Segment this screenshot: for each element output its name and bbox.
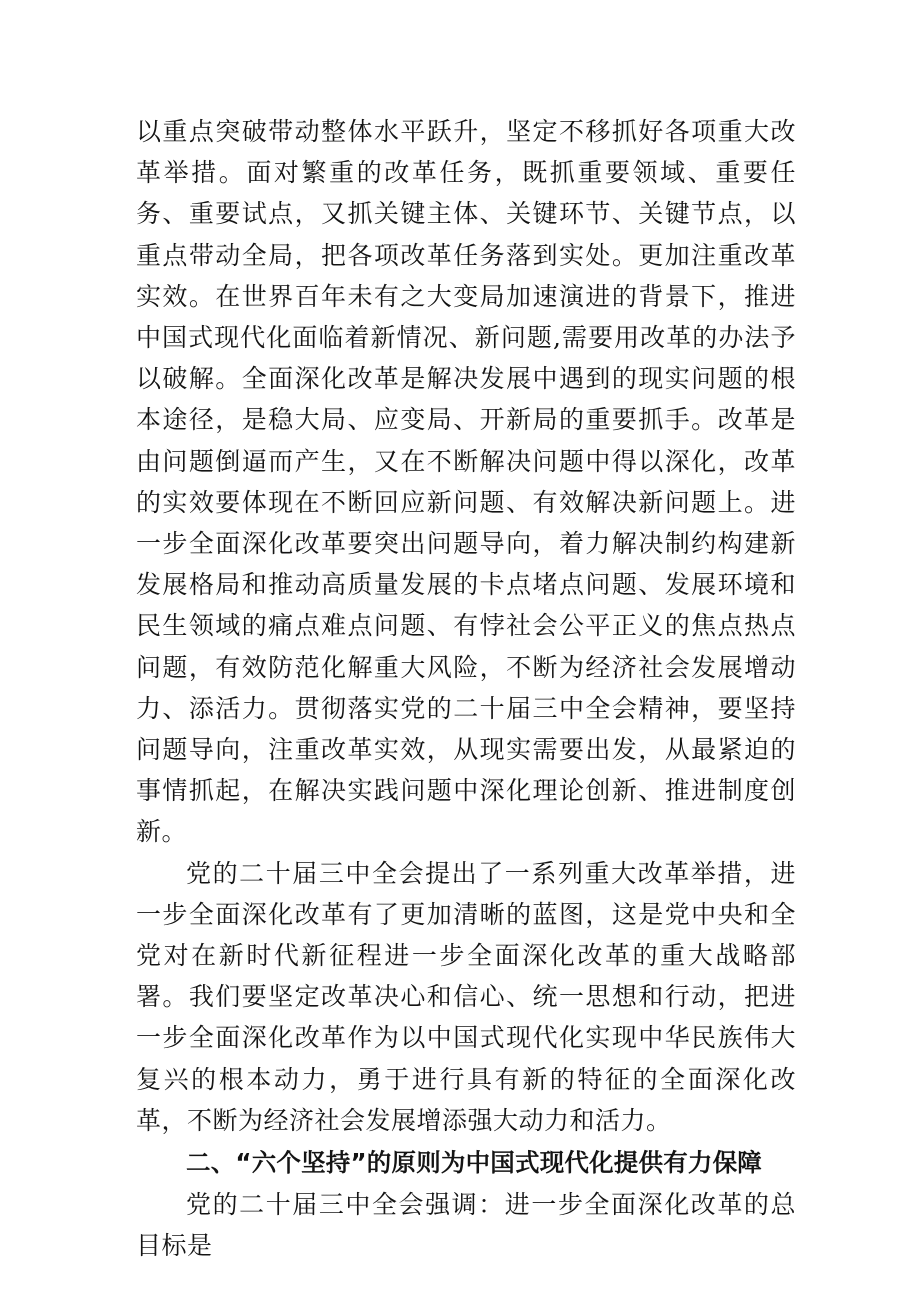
document-page (136, 111, 796, 1266)
body-paragraph-1: 以重点突破带动整体水平跃升，坚定不移抓好各项重大改革举措。面对繁重的改革任务，既抓重要领域、重要任务、重要试点，又抓关键主体、关键环节、关键节点，以重点带动全局，把各项改革任务落到实处。更加注重改革实效。在世界百年未有之大变局加速演进的背景下，推进中国式现代化面临着新情况、新问题,需要用改革的办法予以破解。全面深化改革是解决发展中遇到的现实问题的根本途径，是稳大局、应变局、开新局的重要抓手。改革是由问题倒逼而产生，又在不断解决问题中得以深化，改革的实效要体现在不断回应新问题、有效解决新问题上。进一步全面深化改革要突出问题导向，着力解决制约构建新发展格局和推动高质量发展的卡点堵点问题、发展环境和民生领域的痛点难点问题、有悖社会公平正义的焦点热点问题，有效防范化解重大风险，不断为经济社会发展增动力、添活力。贯彻落实党的二十届三中全会精神，要坚持问题导向，注重改革实效，从现实需要出发，从最紧迫的事情抓起，在解决实践问题中深化理论创新、推进制度创新。 (136, 117, 796, 847)
body-paragraph-3: 党的二十届三中全会强调：进一步全面深化改革的总目标是 (136, 1190, 796, 1261)
body-paragraph-2: 党的二十届三中全会提出了一系列重大改革举措，进一步全面深化改革有了更加清晰的蓝图，这是党中央和全党对在新时代新征程进一步全面深化改革的重大战略部署。我们要坚定改革决心和信心、统一思想和行动，把进一步全面深化改革作为以中国式现代化实现中华民族伟大复兴的根本动力，勇于进行具有新的特征的全面深化改革，不断为经济社会发展增添强大动力和活力。 (136, 858, 796, 1135)
section-heading: 二、“六个坚持”的原则为中国式现代化提供有力保障 (186, 1148, 763, 1178)
